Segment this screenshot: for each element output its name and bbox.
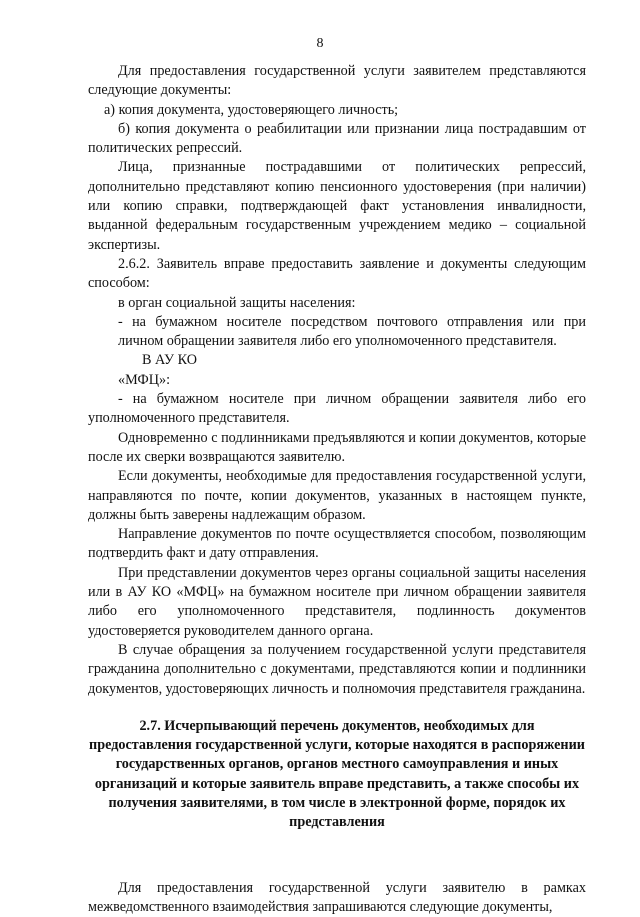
list-item: а) копия документа, удостоверяющего личность; bbox=[104, 101, 399, 118]
paragraph: В АУ КО bbox=[142, 352, 197, 369]
paragraph: 2.6.2. Заявитель вправе предоставить заявление и документы следующим способом: bbox=[88, 255, 586, 292]
paragraph: Направление документов по почте осуществляется способом, позволяющим подтвердить факт и дату отправления. bbox=[88, 526, 586, 562]
paragraph: Для предоставления государственной услуги заявителю в рамках межведомственного взаимодействия запрашиваются следующие документы, bbox=[88, 879, 586, 915]
paragraph: Лица, признанные пострадавшими от политических репрессий, дополнительно представляют копию пенсионного удостоверения (при наличии) или копию справки, подтверждающей факт установления инвалидности, выданной федеральным государственным учреждением медико – социальной экспертизы. bbox=[88, 159, 586, 253]
paragraph: В случае обращения за получением государственной услуги представителя гражданина дополнительно с документами, представляются копии и подлинники документов, удостоверяющих личность и полномочия представителя гражданина. bbox=[88, 641, 586, 697]
paragraph: Если документы, необходимые для предоставления государственной услуги, направляются по почте, копии документов, указанных в настоящем пункте, должны быть заверены надлежащим образом. bbox=[88, 468, 586, 523]
document-body bbox=[88, 62, 586, 917]
spacer bbox=[88, 833, 586, 879]
paragraph: Для предоставления государственной услуги заявителем представляются следующие документы: bbox=[88, 63, 586, 99]
page-number: 8 bbox=[316, 36, 324, 51]
list-item: - на бумажном носителе посредством почтового отправления или при личном обращении заявителя либо его уполномоченного представителя. bbox=[118, 313, 586, 350]
paragraph: Одновременно с подлинниками предъявляются и копии документов, которые после их сверки возвращаются заявителю. bbox=[88, 429, 586, 465]
paragraph: При представлении документов через органы социальной защиты населения или в АУ КО «МФЦ» на бумажном носителе при личном обращении заявителя либо его уполномоченного представителя, подлинность документов удостоверяется руководителем данного органа. bbox=[88, 564, 586, 639]
paragraph: в орган социальной защиты населения: bbox=[118, 294, 356, 311]
section-heading: 2.7. Исчерпывающий перечень документов, необходимых для предоставления государственной услуги, которые находятся в распоряжении государственных органов, органов местного самоуправления и иных организаций и которые заявитель вправе представить, а также способы их получения заявителями, в том числе в электронной форме, порядок их представления bbox=[89, 717, 585, 831]
list-item: б) копия документа о реабилитации или признании лица пострадавшим от политических репрессий. bbox=[88, 120, 586, 157]
list-item: - на бумажном носителе при личном обращении заявителя либо его уполномоченного представителя. bbox=[88, 391, 586, 427]
paragraph: «МФЦ»: bbox=[118, 371, 171, 388]
